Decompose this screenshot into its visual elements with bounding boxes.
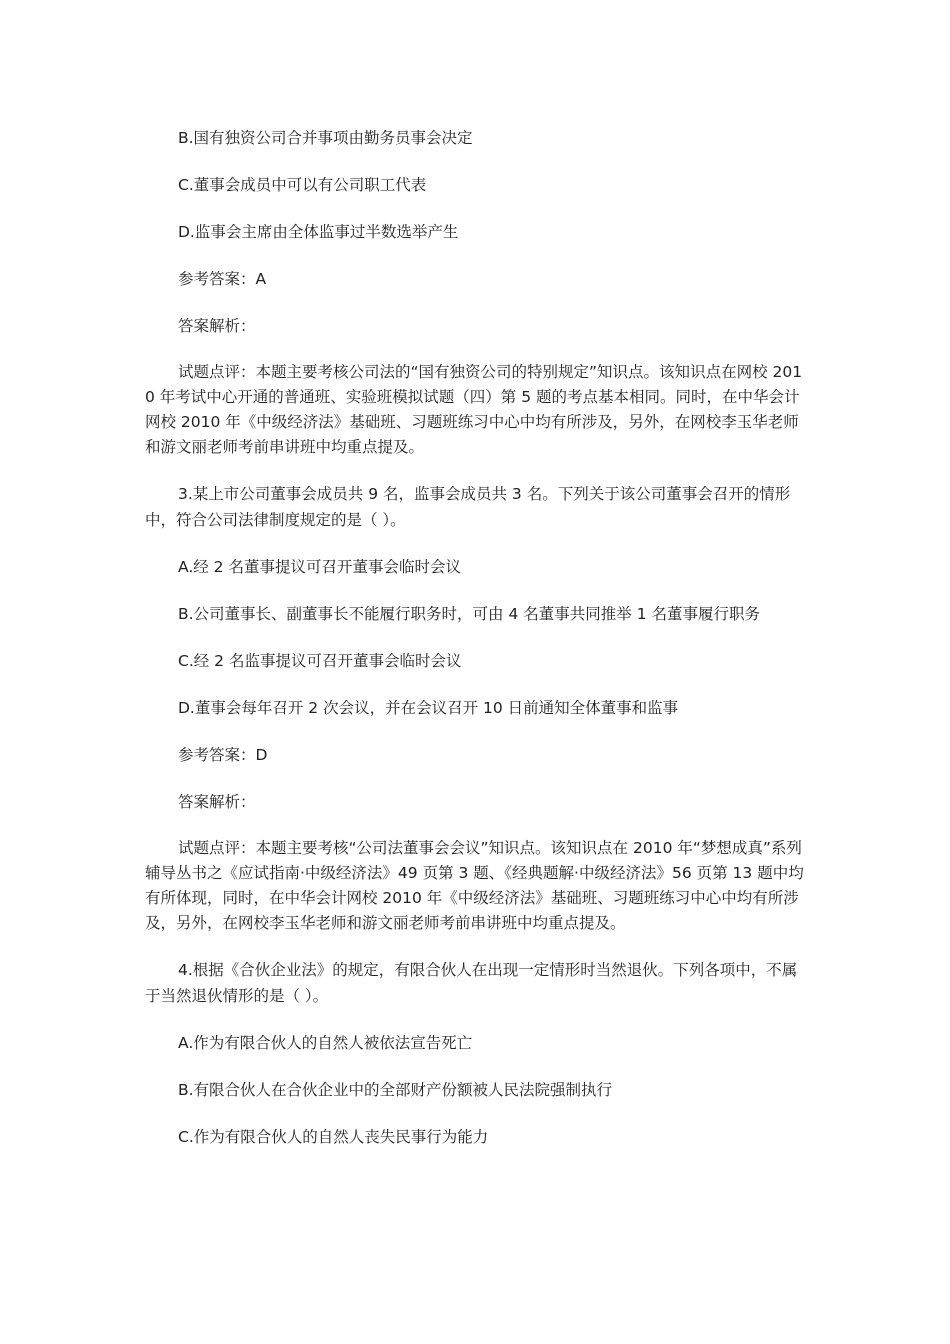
- question-3: 3.某上市公司董事会成员共 9 名，监事会成员共 3 名。下列关于该公司董事会召开的情形中，符合公司法律制度规定的是（ ）。: [145, 485, 791, 529]
- option-b-q4: B.有限合伙人在合伙企业中的全部财产份额被人民法院强制执行: [178, 1081, 613, 1099]
- analysis-comment-q3: 试题点评：本题主要考核“公司法董事会会议”知识点。该知识点在 2010 年“梦想成真”系列辅导丛书之《应试指南·中级经济法》49 页第 3 题、《经典题解·中级经济法》56 页第 13 题中均有所体现，同时，在中华会计网校 2010 年《中级经济法》基础班、习题班练习中心中均有所涉及，另外，在网校李玉华老师和游文丽老师考前串讲班中均重点提及。: [145, 839, 804, 932]
- option-d-q3: D.董事会每年召开 2 次会议，并在会议召开 10 日前通知全体董事和监事: [178, 699, 679, 717]
- answer-q2: 参考答案：A: [178, 270, 267, 288]
- option-c-q2: C.董事会成员中可以有公司职工代表: [178, 176, 427, 194]
- option-a-q3: A.经 2 名董事提议可召开董事会临时会议: [178, 558, 461, 576]
- answer-q3: 参考答案：D: [178, 746, 268, 764]
- question-4: 4.根据《合伙企业法》的规定，有限合伙人在出现一定情形时当然退伙。下列各项中，不属于当然退伙情形的是（ ）。: [145, 961, 798, 1005]
- option-b-q3: B.公司董事长、副董事长不能履行职务时，可由 4 名董事共同推举 1 名董事履行职务: [178, 605, 760, 623]
- option-b-q2: B.国有独资公司合并事项由勤务员事会决定: [178, 129, 473, 147]
- option-c-q3: C.经 2 名监事提议可召开董事会临时会议: [178, 652, 462, 670]
- option-c-q4: C.作为有限合伙人的自然人丧失民事行为能力: [178, 1128, 489, 1146]
- analysis-label-q2: 答案解析：: [178, 317, 256, 335]
- analysis-label-q3: 答案解析：: [178, 793, 256, 811]
- option-a-q4: A.作为有限合伙人的自然人被依法宣告死亡: [178, 1034, 473, 1052]
- analysis-comment-q2: 试题点评：本题主要考核公司法的“国有独资公司的特别规定”知识点。该知识点在网校 2010 年考试中心开通的普通班、实验班模拟试题（四）第 5 题的考点基本相同。同时，在中华会计网校 2010 年《中级经济法》基础班、习题班练习中心中均有所涉及，另外，在网校李玉华老师和游文丽老师考前串讲班中均重点提及。: [145, 363, 803, 456]
- option-d-q2: D.监事会主席由全体监事过半数选举产生: [178, 223, 459, 241]
- document-body: [145, 125, 807, 1171]
